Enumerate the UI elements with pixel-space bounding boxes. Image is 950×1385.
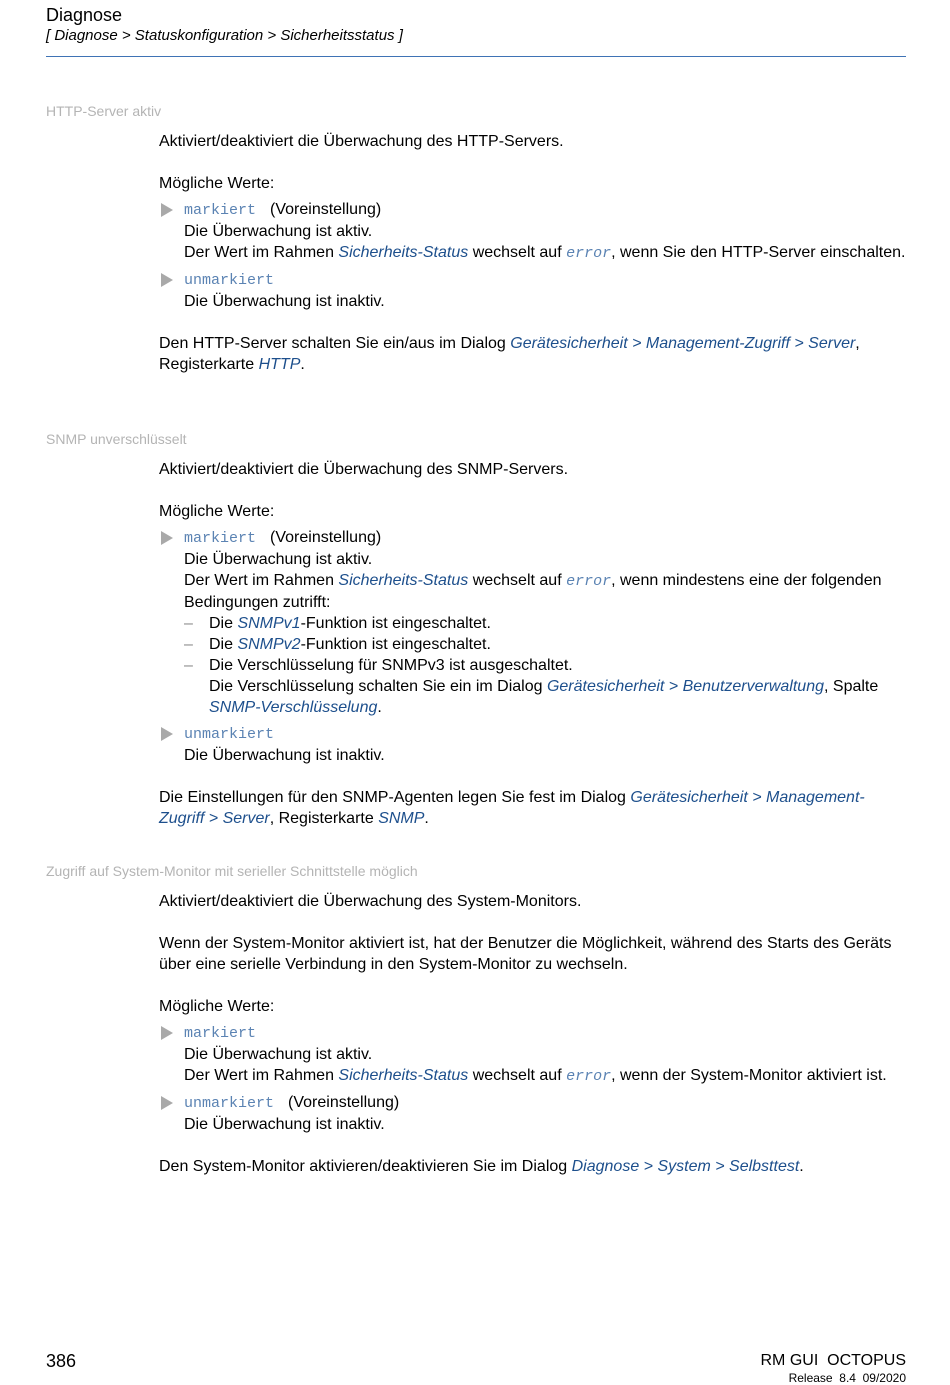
breadcrumb: [ Diagnose > Statuskonfiguration > Sicherheitsstatus ] [46, 27, 403, 44]
triangle-bullet-icon [161, 1026, 173, 1040]
value-item-checked: markiert (Voreinstellung) Die Überwachung ist aktiv. Der Wert im Rahmen Sicherheits-Status wechselt auf error, wenn mindestens eine der folgenden Bedingungen zutrifft: – Die SNMPv1-Funktion ist eingeschaltet. – Die SNMPv2-Funktion ist eingeschaltet. – Die Verschlüsselung für SNMPv3 ist ausgeschaltet. Die Verschlüsselung schalten Sie ein im Dialog Gerätesicherheit > Benutzerverwaltung, Spalte SNMP-Verschlüsselung. [159, 527, 909, 718]
section-heading-http: HTTP-Server aktiv [46, 103, 162, 119]
possible-values-label: Mögliche Werte: [159, 998, 275, 1015]
dash-bullet-icon: – [184, 636, 193, 653]
link-sicherheits-status[interactable]: Sicherheits-Status [338, 572, 469, 589]
value-unchecked: unmarkiert [184, 1095, 275, 1112]
product-name: RM GUI OCTOPUS [760, 1352, 906, 1369]
condition-item: – Die SNMPv2-Funktion ist eingeschaltet. [184, 636, 491, 653]
dialog-note: Die Einstellungen für den SNMP-Agenten legen Sie fest im Dialog Gerätesicherheit > Management-Zugriff > Server, Registerkarte SNMP. [159, 789, 865, 827]
link-selbsttest[interactable]: Diagnose > System > Selbsttest [571, 1158, 800, 1175]
section-heading-snmp: SNMP unverschlüsselt [46, 431, 187, 447]
chapter-title: Diagnose [46, 5, 123, 25]
link-sicherheits-status[interactable]: Sicherheits-Status [338, 1067, 469, 1084]
default-label: (Voreinstellung) [270, 201, 382, 218]
triangle-bullet-icon [161, 1096, 173, 1110]
link-management-server[interactable]: Gerätesicherheit > Management-Zugriff > Server [510, 335, 856, 352]
value-item-checked: markiert Die Überwachung ist aktiv. Der Wert im Rahmen Sicherheits-Status wechselt auf error, wenn der System-Monitor aktiviert ist. [159, 1022, 909, 1087]
triangle-bullet-icon [161, 727, 173, 741]
dialog-note: Den System-Monitor aktivieren/deaktivieren Sie im Dialog Diagnose > System > Selbsttest. [159, 1158, 804, 1175]
section-body-sysmon [159, 891, 909, 1177]
header-divider [46, 56, 906, 57]
link-management-server[interactable]: Gerätesicherheit > Management-Zugriff > Server [159, 789, 865, 827]
monitoring-inactive-text: Die Überwachung ist inaktiv. [184, 747, 385, 764]
value-checked: markiert [184, 1025, 257, 1042]
monitoring-active-text: Die Überwachung ist aktiv. [184, 551, 373, 568]
value-error: error [566, 573, 612, 590]
description: Aktiviert/deaktiviert die Überwachung des System-Monitors. [159, 893, 582, 910]
link-snmpv2[interactable]: SNMPv2 [237, 636, 301, 653]
possible-values-label: Mögliche Werte: [159, 503, 275, 520]
description: Aktiviert/deaktiviert die Überwachung des SNMP-Servers. [159, 461, 569, 478]
monitoring-active-text: Die Überwachung ist aktiv. [184, 223, 373, 240]
monitoring-active-text: Die Überwachung ist aktiv. [184, 1046, 373, 1063]
link-benutzerverwaltung[interactable]: Gerätesicherheit > Benutzerverwaltung [546, 678, 824, 695]
release-info: Release 8.4 09/2020 [788, 1371, 906, 1385]
value-item-checked: markiert (Voreinstellung) Die Überwachung ist aktiv. Der Wert im Rahmen Sicherheits-Status wechselt auf error, wenn Sie den HTTP-Server einschalten. [159, 199, 909, 264]
value-unchecked: unmarkiert [184, 726, 275, 743]
monitoring-inactive-text: Die Überwachung ist inaktiv. [184, 1116, 385, 1133]
link-sicherheits-status[interactable]: Sicherheits-Status [338, 244, 469, 261]
value-unchecked: unmarkiert [184, 272, 275, 289]
value-checked: markiert [184, 202, 257, 219]
triangle-bullet-icon [161, 203, 173, 217]
default-label: (Voreinstellung) [288, 1094, 400, 1111]
description-detail: Wenn der System-Monitor aktiviert ist, hat der Benutzer die Möglichkeit, während des Starts des Geräts über eine serielle Verbindung in den System-Monitor zu wechseln. [159, 935, 892, 973]
value-item-unchecked [159, 723, 909, 766]
dialog-note: Den HTTP-Server schalten Sie ein/aus im Dialog Gerätesicherheit > Management-Zugriff > Server, Registerkarte HTTP. [159, 335, 860, 373]
dash-bullet-icon: – [184, 657, 193, 674]
condition-item: – Die Verschlüsselung für SNMPv3 ist ausgeschaltet. Die Verschlüsselung schalten Sie ein im Dialog Gerätesicherheit > Benutzerverwaltung, Spalte SNMP-Verschlüsselung. [184, 657, 879, 716]
value-error: error [566, 245, 612, 262]
default-label: (Voreinstellung) [270, 529, 382, 546]
link-tab-http[interactable]: HTTP [258, 356, 301, 373]
condition-item: – Die SNMPv1-Funktion ist eingeschaltet. [184, 615, 491, 632]
link-tab-snmp[interactable]: SNMP [378, 810, 425, 827]
possible-values-label: Mögliche Werte: [159, 175, 275, 192]
description: Aktiviert/deaktiviert die Überwachung des HTTP-Servers. [159, 133, 564, 150]
section-body-http [159, 131, 909, 375]
triangle-bullet-icon [161, 531, 173, 545]
value-error: error [566, 1068, 612, 1085]
value-item-unchecked [159, 269, 909, 312]
monitoring-inactive-text: Die Überwachung ist inaktiv. [184, 293, 385, 310]
section-heading-sysmon: Zugriff auf System-Monitor mit serieller Schnittstelle möglich [46, 863, 418, 879]
section-body-snmp [159, 459, 909, 829]
value-item-unchecked [159, 1092, 909, 1135]
triangle-bullet-icon [161, 273, 173, 287]
link-snmp-verschluesselung[interactable]: SNMP-Verschlüsselung [209, 699, 378, 716]
dash-bullet-icon: – [184, 615, 193, 632]
value-checked: markiert [184, 530, 257, 547]
link-snmpv1[interactable]: SNMPv1 [237, 615, 301, 632]
page-number: 386 [46, 1351, 77, 1371]
